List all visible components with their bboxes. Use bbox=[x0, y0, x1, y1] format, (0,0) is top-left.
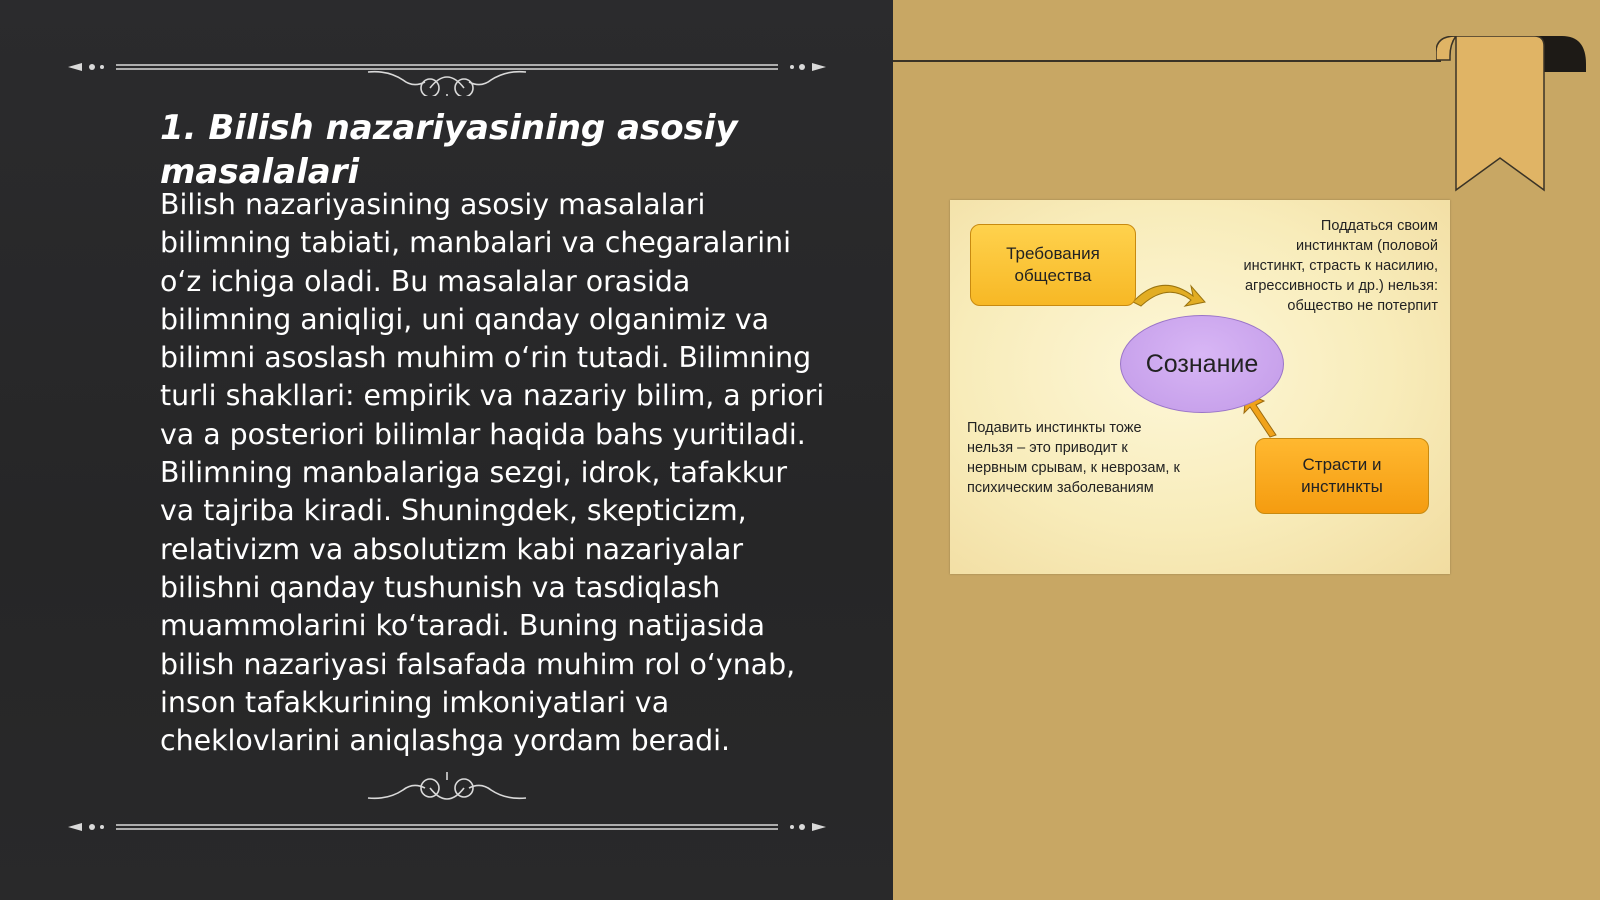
note-top-right: Поддаться своим инстинктам (половой инстинкт, страсть к насилию, агрессивность и др.) нельзя: общество не потерпит bbox=[1243, 218, 1438, 314]
bottom-ornament-divider bbox=[68, 772, 826, 832]
consciousness-ellipse: Сознание bbox=[1120, 315, 1284, 413]
slide-body-text: Bilish nazariyasining asosiy masalalari bilimning tabiati, manbalari va chegaralarini o‘z ichiga oladi. Bu masalalar orasida bilimning aniqligi, uni qanday olganimiz va bilimni asoslash muhim o‘rin tutadi. Bilimning turli shakllari: empirik va nazariy bilim, a priori va a posteriori bilimlar haqida bahs yuritiladi. Bilimning manbalariga sezgi, idrok, tafakkur va tajriba kiradi. Shuningdek, skepticizm, relativizm va absolutizm kabi nazariyalar bilishni qanday tushunish va tasdiqlash muammolarini ko‘taradi. Buning natijasida bilish nazariyasi falsafada muhim rol o‘ynab, inson tafakkurining imkoniyatlari va cheklovlarini aniqlashga yordam beradi. bbox=[160, 188, 825, 758]
passions-instincts-box: Страсти и инстинкты bbox=[1255, 438, 1429, 514]
consciousness-diagram bbox=[950, 200, 1450, 574]
top-ornament-divider bbox=[68, 36, 826, 96]
slide-title: 1. Bilish nazariyasining asosiy masalalari bbox=[160, 108, 738, 192]
society-demands-box: Требования общества bbox=[970, 224, 1136, 306]
right-panel-top-line bbox=[893, 60, 1441, 62]
bookmark-ribbon-icon bbox=[1436, 36, 1586, 198]
note-bottom-left: Подавить инстинкты тоже нельзя – это приводит к нервным срывам, к неврозам, к психическим заболеваниям bbox=[967, 420, 1180, 496]
